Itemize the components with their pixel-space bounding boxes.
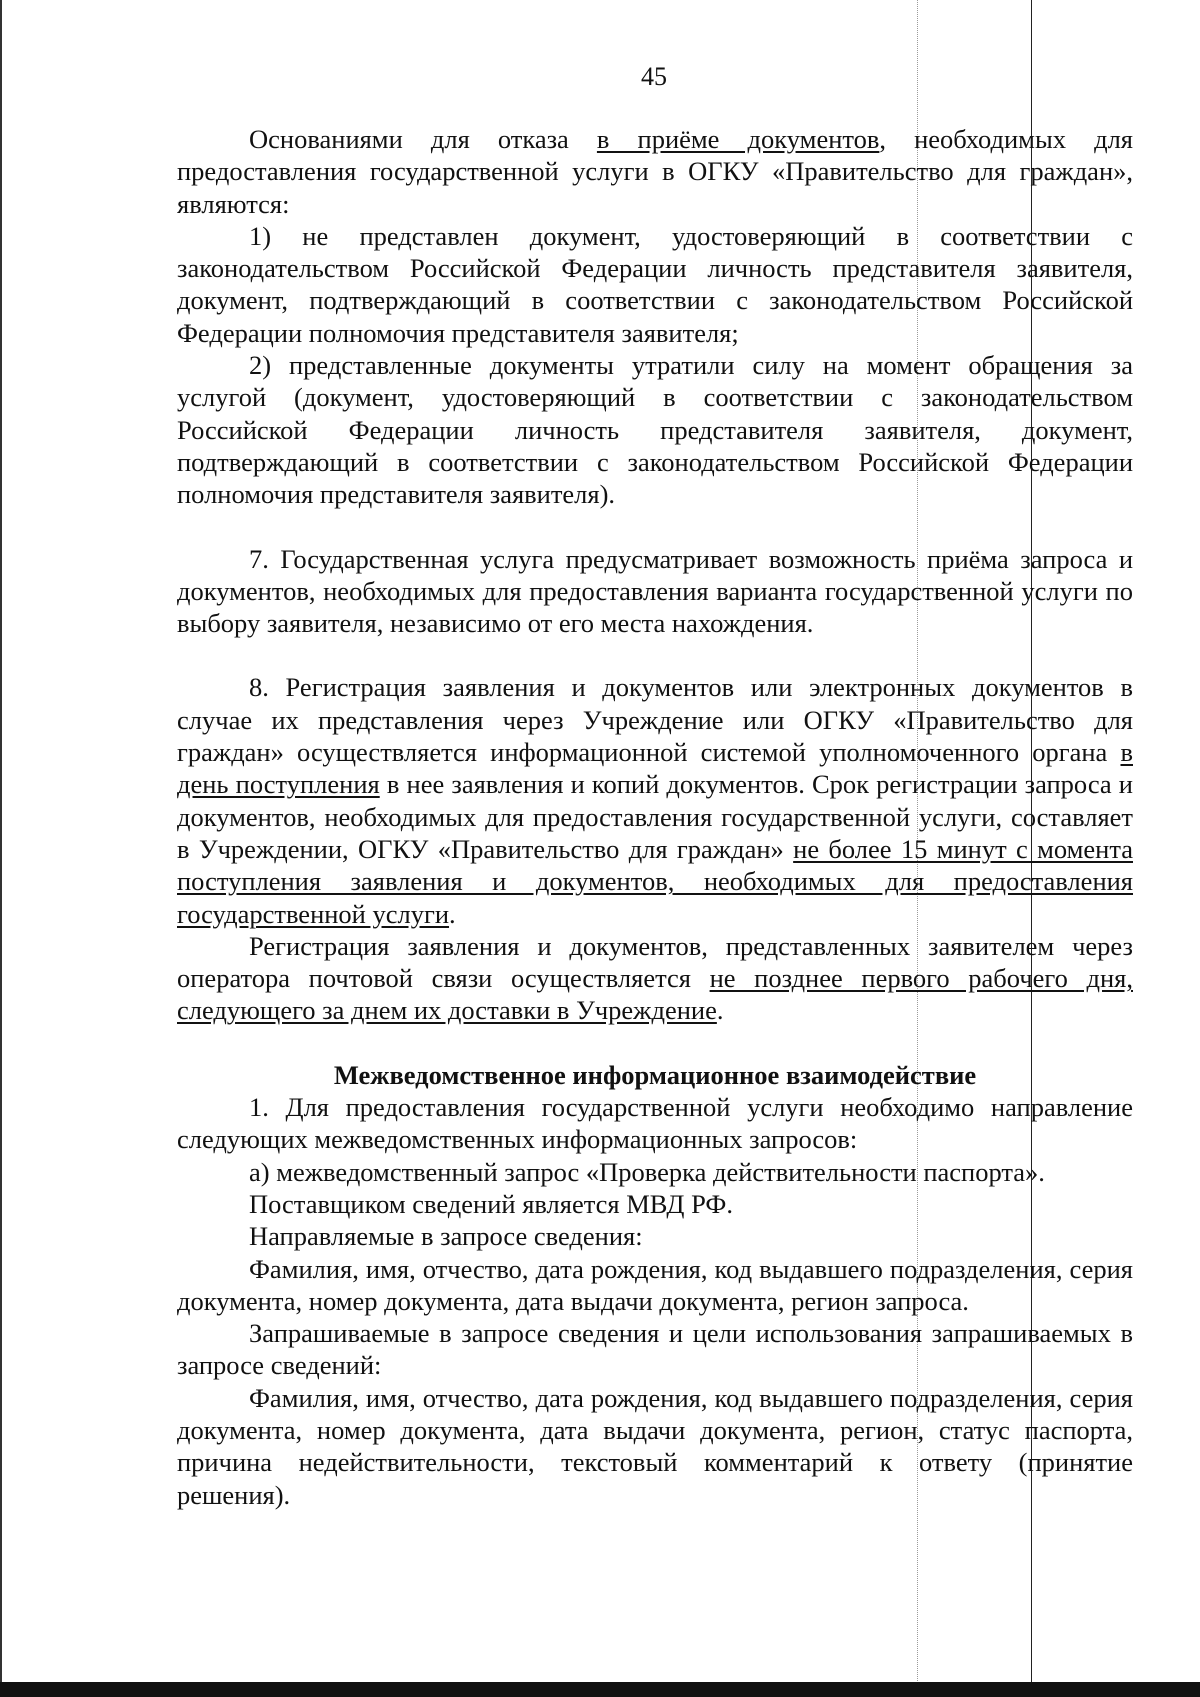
postal-underlined: не позднее первого рабочего дня, следующего за днем их доставки в Учреждение — [177, 963, 1133, 1026]
postal-text: Регистрация заявления и документов, представленных заявителем через оператора почтовой связи осуществляется — [177, 930, 1133, 994]
postal-text-end: . — [716, 995, 724, 1026]
interagency-heading: Межведомственное информационное взаимодействие — [333, 1059, 977, 1090]
section-8-paragraph — [177, 671, 1133, 929]
section-7-paragraph: 7. Государственная услуга предусматривает возможность приёма запроса и документов, необходимых для предоставления варианта государственной услуги по выбору заявителя, независимо от его места нахождения. — [177, 543, 1133, 639]
page-number: 45 — [641, 62, 667, 91]
section-8-text-2: в нее заявления и копий документов. Срок регистрации запроса и документов, необходимых для предоставления государственной услуги, составляет в Учреждении, ОГКУ «Правительство для граждан» — [177, 769, 1133, 864]
document-body — [177, 123, 1133, 1511]
section-8-underlined-2: не более 15 минут с момента поступления заявления и документов, необходимых для предоставления государственной услуги — [177, 833, 1133, 929]
interagency-paragraph-2: а) межведомственный запрос «Проверка действительности паспорта». — [249, 1156, 1045, 1187]
refusal-underlined-text: в приёме документов — [596, 124, 880, 154]
interagency-paragraph-7: Фамилия, имя, отчество, дата рождения, код выдавшего подразделения, серия документа, номер документа, дата выдачи документа, регион, статус паспорта, причина недействительности, текстовый комментарий к ответу (принятие решения). — [177, 1382, 1133, 1510]
postal-registration-paragraph — [177, 930, 1133, 1027]
refusal-intro-rest: , необходимых для предоставления государственной услуги в ОГКУ «Правительство для граждан», являются: — [177, 124, 1134, 219]
section-8-underlined-1: в день поступления — [177, 737, 1133, 800]
interagency-paragraph-1: 1. Для предоставления государственной услуги необходимо направление следующих межведомственных информационных запросов: — [177, 1092, 1133, 1155]
interagency-paragraph-6: Запрашиваемые в запросе сведения и цели использования запрашиваемых в запросе сведений: — [177, 1318, 1133, 1381]
section-8-text-3: . — [449, 898, 456, 929]
refusal-intro-text: Основаниями для отказа — [249, 124, 597, 154]
scan-left-edge — [0, 0, 2, 1697]
refusal-item-1: 1) не представлен документ, удостоверяющий в соответствии с законодательством Российской Федерации личность представителя заявителя, документ, подтверждающий в соответствии с законодательством Российской Федерации полномочия представителя заявителя; — [177, 220, 1133, 348]
interagency-paragraph-3: Поставщиком сведений является МВД РФ. — [249, 1188, 733, 1219]
refusal-grounds-paragraph — [177, 123, 1133, 220]
scan-bottom-edge — [0, 1682, 1200, 1697]
refusal-item-2: 2) представленные документы утратили силу на момент обращения за услугой (документ, удостоверяющий в соответствии с законодательством Российской Федерации личность представителя заявителя, документ, подтверждающий в соответствии с законодательством Российской Федерации полномочия представителя заявителя). — [177, 350, 1133, 510]
interagency-paragraph-5: Фамилия, имя, отчество, дата рождения, код выдавшего подразделения, серия документа, номер документа, дата выдачи документа, регион запроса. — [177, 1253, 1133, 1316]
section-8-text-1: 8. Регистрация заявления и документов или электронных документов в случае их представления через Учреждение или ОГКУ «Правительство для граждан» осуществляется информационной системой уполномоченного органа — [177, 672, 1133, 768]
interagency-paragraph-4: Направляемые в запросе сведения: — [249, 1221, 643, 1252]
